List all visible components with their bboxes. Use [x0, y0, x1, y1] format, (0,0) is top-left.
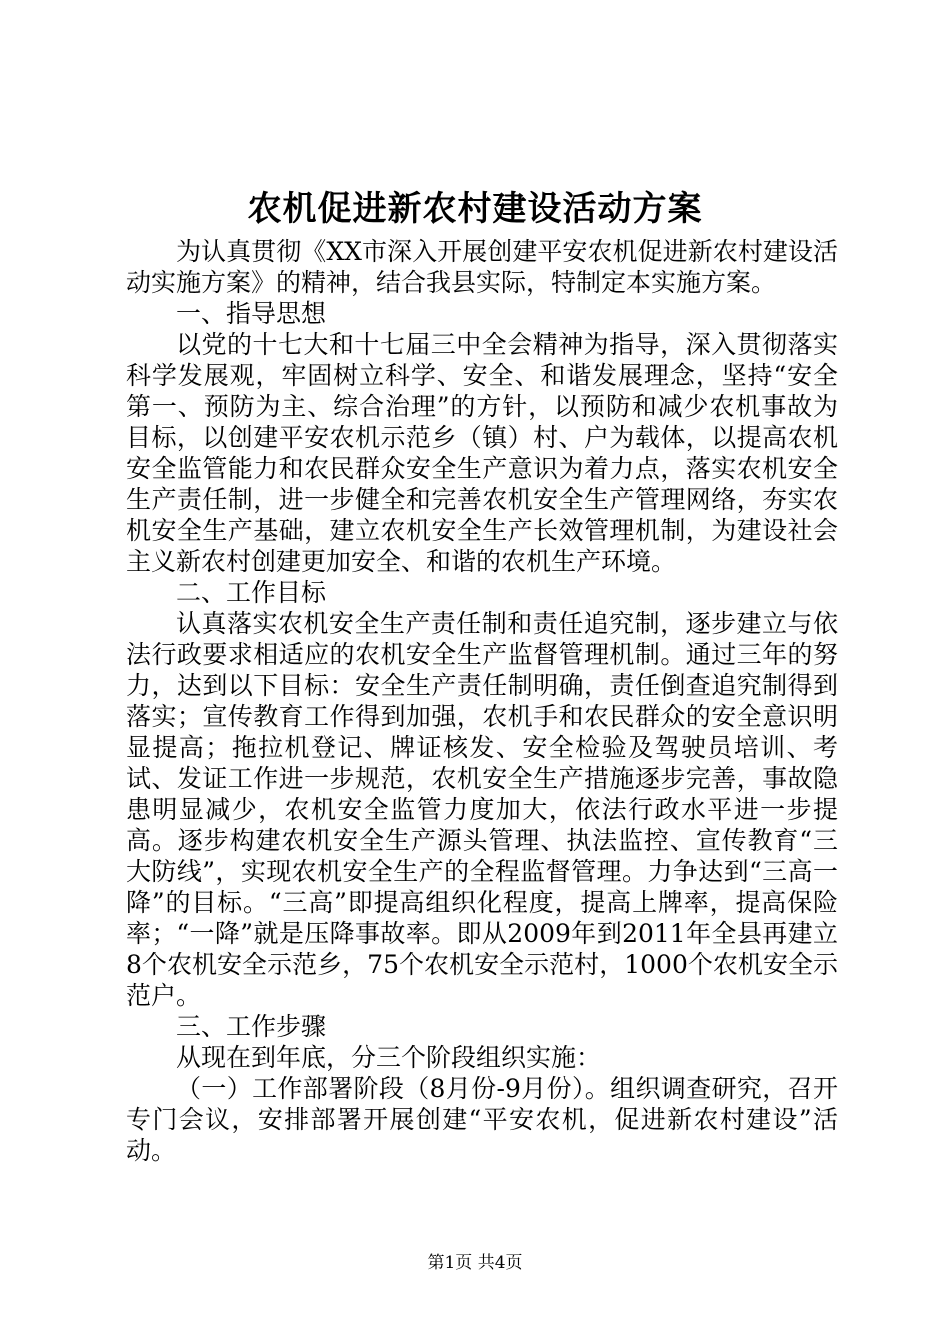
work-steps-intro-paragraph: 从现在到年底，分三个阶段组织实施：	[176, 1043, 602, 1072]
document-title: 农机促进新农村建设活动方案	[247, 189, 703, 229]
work-steps-stage-one-paragraph: （一）工作部署阶段（8月份-9月份）。组织调查研究，召开专门会议，安排部署开展创建“平安农机，促进新农村建设”活动。	[126, 1074, 838, 1165]
section-heading-guiding-ideology: 一、指导思想	[176, 299, 327, 328]
section-heading-work-goals: 二、工作目标	[176, 578, 327, 607]
section-heading-work-steps: 三、工作步骤	[176, 1012, 327, 1041]
page-footer: 第1页 共4页	[427, 1253, 523, 1273]
document-body	[126, 236, 838, 1166]
intro-paragraph: 为认真贯彻《XX市深入开展创建平安农机促进新农村建设活动实施方案》的精神，结合我县实际，特制定本实施方案。	[126, 237, 838, 297]
guiding-ideology-paragraph: 以党的十七大和十七届三中全会精神为指导，深入贯彻落实科学发展观，牢固树立科学、安全、和谐发展理念，坚持“安全第一、预防为主、综合治理”的方针，以预防和减少农机事故为目标，以创建平安农机示范乡（镇）村、户为载体，以提高农机安全监管能力和农民群众安全生产意识为着力点，落实农机安全生产责任制，进一步健全和完善农机安全生产管理网络，夯实农机安全生产基础，建立农机安全生产长效管理机制，为建设社会主义新农村创建更加安全、和谐的农机生产环境。	[126, 330, 838, 576]
work-goals-paragraph: 认真落实农机安全生产责任制和责任追究制，逐步建立与依法行政要求相适应的农机安全生产监督管理机制。通过三年的努力，达到以下目标：安全生产责任制明确，责任倒查追究制得到落实；宣传教育工作得到加强，农机手和农民群众的安全意识明显提高；拖拉机登记、牌证核发、安全检验及驾驶员培训、考试、发证工作进一步规范，农机安全生产措施逐步完善，事故隐患明显减少，农机安全监管力度加大，依法行政水平进一步提高。逐步构建农机安全生产源头管理、执法监控、宣传教育“三大防线”，实现农机安全生产的全程监督管理。力争达到“三高一降”的目标。“三高”即提高组织化程度，提高上牌率，提高保险率；“一降”就是压降事故率。即从2009年到2011年全县再建立8个农机安全示范乡，75个农机安全示范村，1000个农机安全示范户。	[126, 609, 838, 1010]
